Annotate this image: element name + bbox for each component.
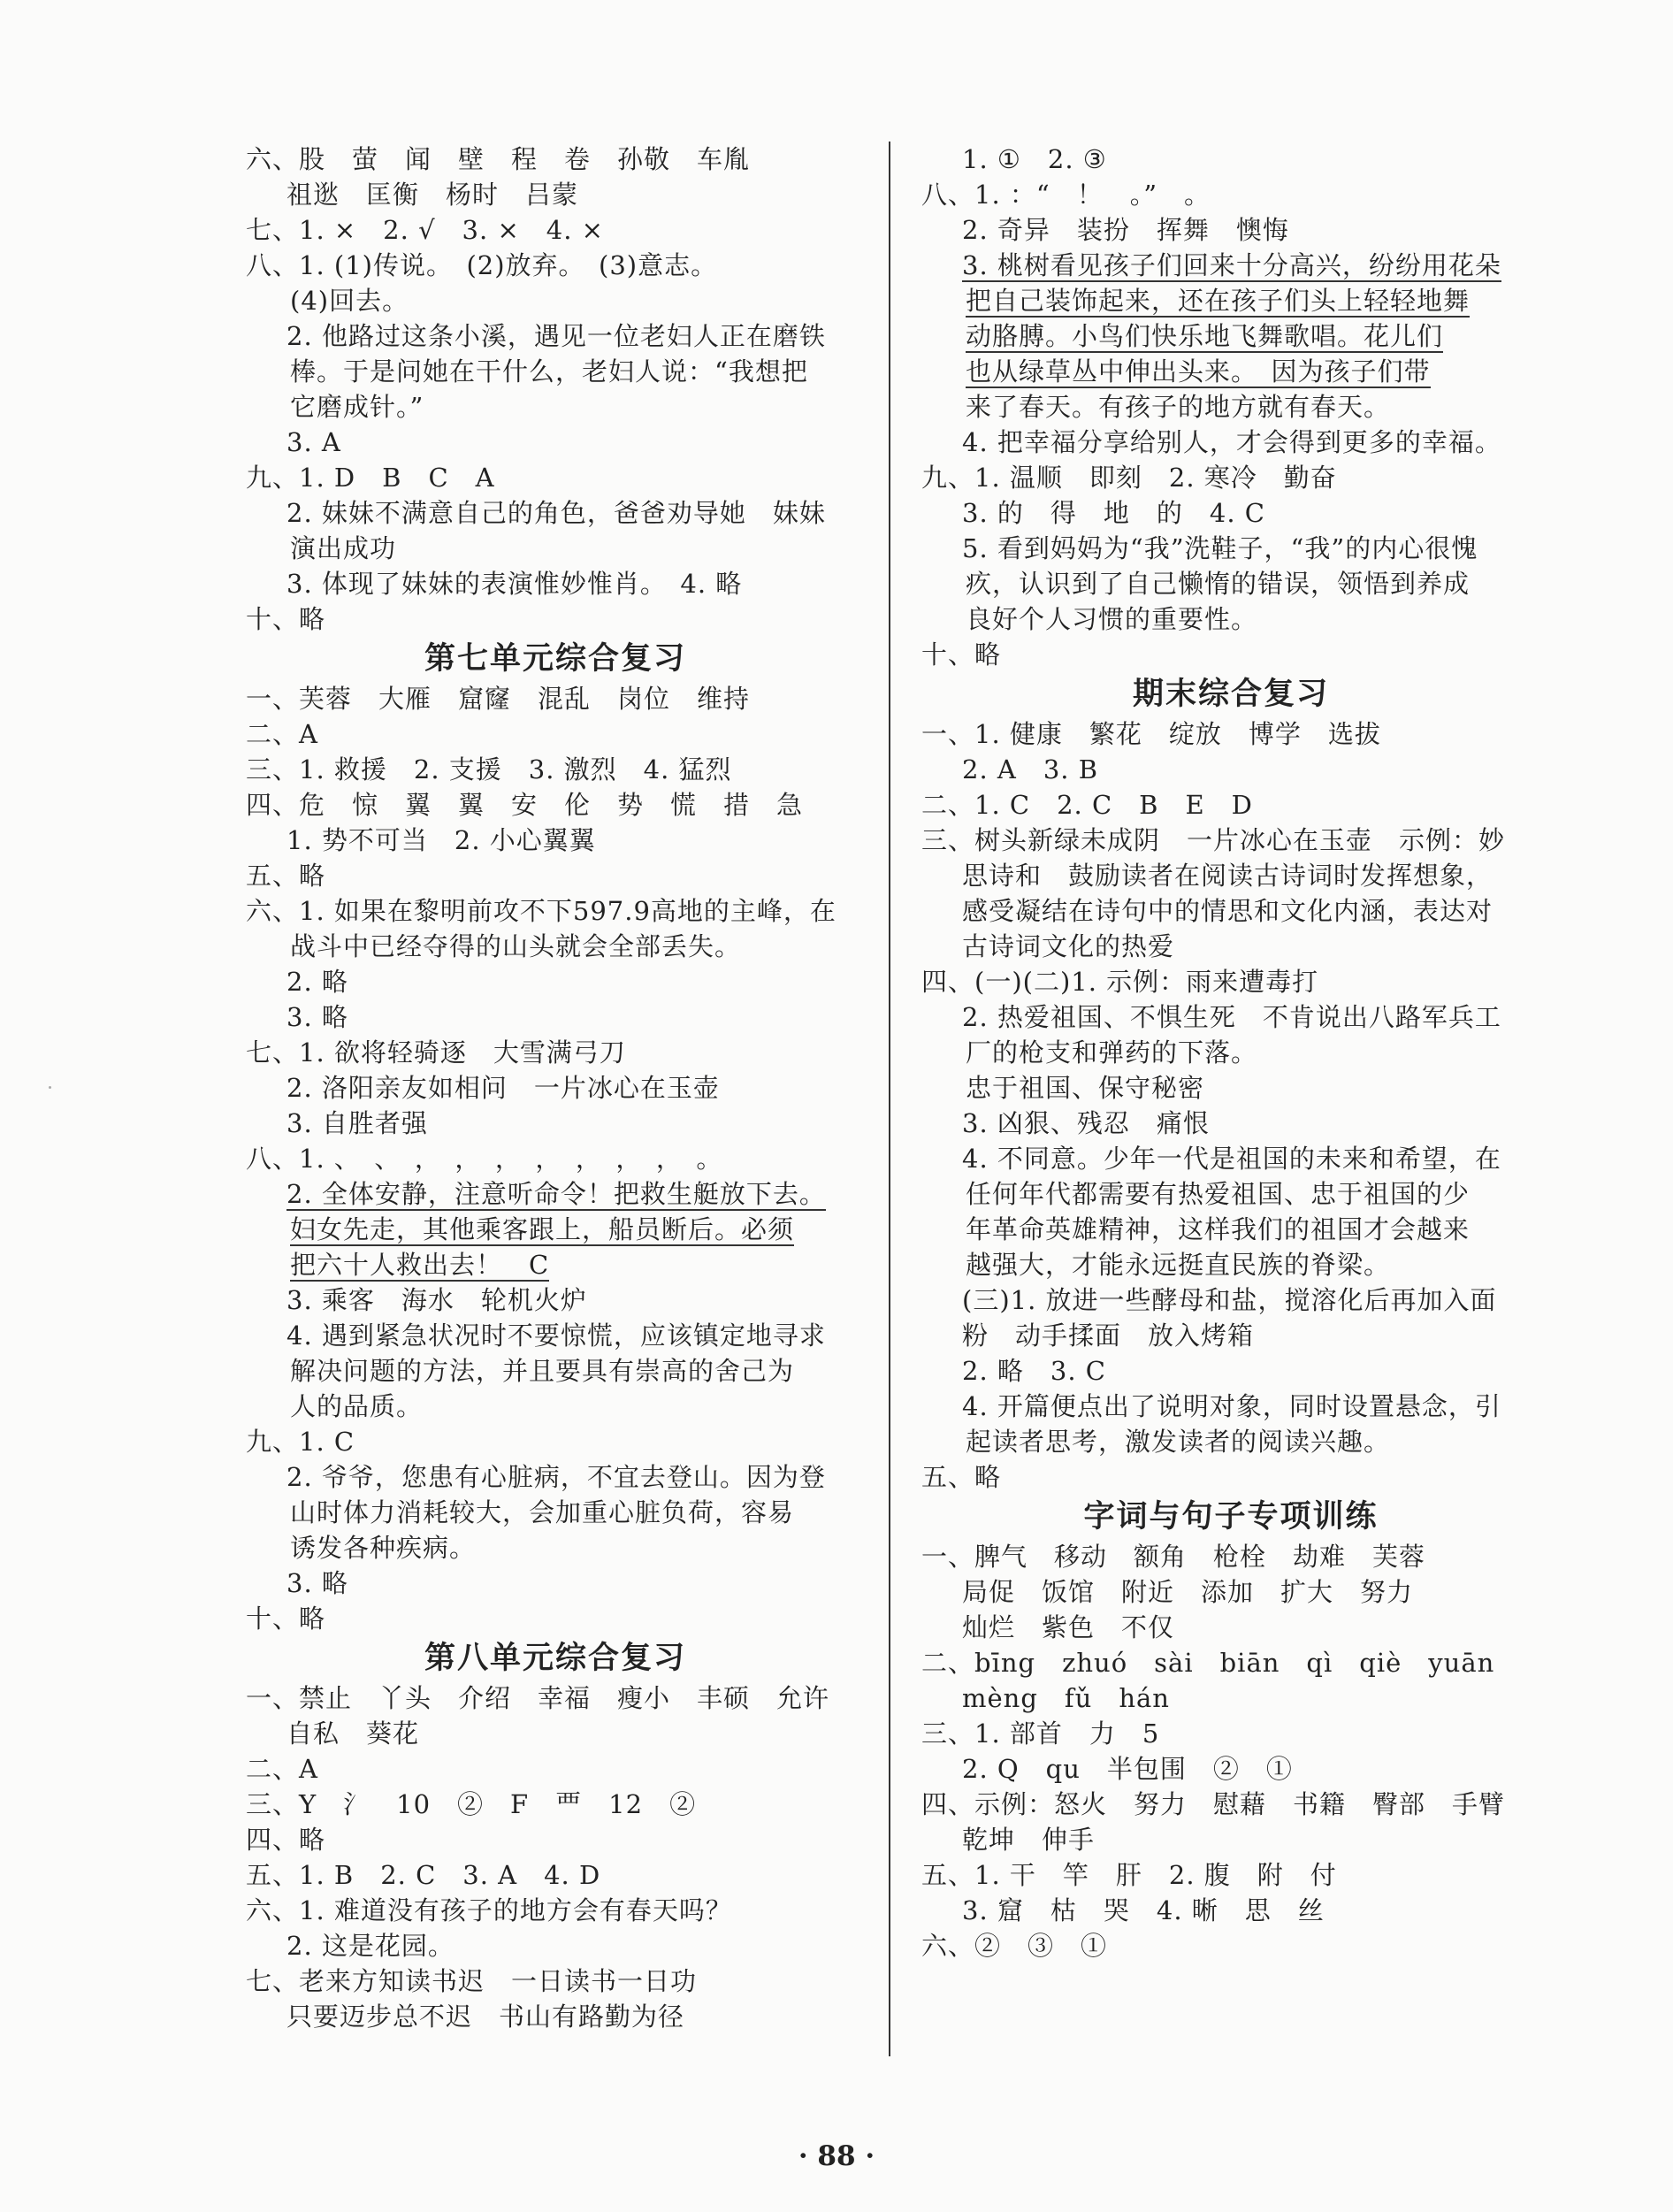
answer-line: 战斗中已经夺得的山头就会全部丢失。 bbox=[290, 931, 742, 961]
answer-line: 七、老来方知读书迟 一日读书一日功 bbox=[246, 1966, 698, 1996]
answer-line: 八、1. (1)传说。 (2)放弃。 (3)意志。 bbox=[246, 250, 718, 280]
answer-line: 六、② ③ ① bbox=[921, 1931, 1108, 1961]
answer-line: 六、1. 难道没有孩子的地方会有春天吗？ bbox=[246, 1895, 732, 1925]
answer-line: 五、1. B 2. C 3. A 4. D bbox=[246, 1860, 601, 1890]
answer-line: 演出成功 bbox=[290, 533, 397, 563]
answer-line: 九、1. C bbox=[246, 1427, 355, 1457]
scan-speck bbox=[49, 1086, 51, 1089]
answer-line: 2. A 3. B bbox=[962, 754, 1099, 785]
answer-line: 2. 热爱祖国、不惧生死 不肯说出八路军兵工 bbox=[962, 1002, 1501, 1032]
answer-line: 局促 饭馆 附近 添加 扩大 努力 bbox=[962, 1577, 1414, 1607]
answer-line: 四、危 惊 翼 翼 安 伦 势 慌 措 急 bbox=[246, 790, 804, 820]
answer-line: 2. Q qu 半包围 ② ① bbox=[962, 1754, 1293, 1784]
answer-line: 二、A bbox=[246, 1754, 318, 1784]
answer-line: 十、略 bbox=[246, 1604, 326, 1634]
answer-line: 八、1. 、 、 ， ， ， ， ， ， ， 。 bbox=[246, 1144, 723, 1174]
answer-line: 3. 体现了妹妹的表演惟妙惟肖。 4. 略 bbox=[286, 569, 743, 599]
answer-line: 良好个人习惯的重要性。 bbox=[966, 604, 1258, 634]
answer-line: 来了春天。有孩子的地方就有春天。 bbox=[966, 392, 1391, 422]
answer-line: 2. 奇异 装扮 挥舞 懊悔 bbox=[962, 215, 1289, 245]
answer-line bbox=[921, 354, 1540, 389]
answer-line bbox=[921, 248, 1540, 283]
answer-line: 四、(一)(二)1. 示例：雨来遭毒打 bbox=[921, 967, 1319, 997]
answer-line: 年革命英雄精神，这样我们的祖国才会越来 bbox=[966, 1214, 1471, 1244]
answer-line bbox=[921, 318, 1540, 354]
right-column bbox=[921, 142, 1540, 1963]
answer-line: 一、芙蓉 大雁 窟窿 混乱 岗位 维持 bbox=[246, 684, 751, 714]
answer-line: 2. 这是花园。 bbox=[286, 1931, 455, 1961]
section-title: 第七单元综合复习 bbox=[424, 641, 686, 677]
answer-line: 四、略 bbox=[246, 1825, 326, 1855]
answer-line bbox=[921, 283, 1540, 318]
answer-line: 思诗和 鼓励读者在阅读古诗词时发挥想象， bbox=[962, 861, 1493, 891]
underlined-answer: 2. 全体安静，注意听命令！把救生艇放下去。 bbox=[286, 1179, 826, 1209]
answer-line: 疚，认识到了自己懒惰的错误，领悟到养成 bbox=[966, 569, 1471, 599]
answer-line: 4. 不同意。少年一代是祖国的未来和希望，在 bbox=[962, 1144, 1501, 1174]
answer-line: 3. 略 bbox=[286, 1568, 348, 1598]
answer-line: 2. 略 3. C bbox=[962, 1356, 1106, 1386]
answer-line: 五、略 bbox=[921, 1462, 1002, 1492]
answer-line: 4. 遇到紧急状况时不要惊慌，应该镇定地寻求 bbox=[286, 1320, 826, 1351]
answer-line: (三)1. 放进一些酵母和盐，搅溶化后再加入面 bbox=[962, 1285, 1497, 1315]
answer-line: 五、1. 干 竿 肝 2. 腹 附 付 bbox=[921, 1860, 1337, 1890]
answer-line: 四、示例：怒火 努力 慰藉 书籍 臀部 手臂 bbox=[921, 1789, 1506, 1819]
section-title: 字词与句子专项训练 bbox=[1083, 1499, 1379, 1535]
column-divider bbox=[889, 142, 890, 2056]
answer-line: 3. 凶狠、残忍 痛恨 bbox=[962, 1108, 1210, 1138]
answer-line: 灿烂 紫色 不仅 bbox=[962, 1612, 1175, 1642]
left-column bbox=[246, 142, 865, 2034]
answer-line bbox=[246, 1212, 865, 1247]
answer-line: 任何年代都需要有热爱祖国、忠于祖国的少 bbox=[966, 1179, 1471, 1209]
answer-line: 二、1. C 2. C B E D bbox=[921, 790, 1253, 820]
answer-line: 它磨成针。” bbox=[290, 392, 424, 422]
answer-line: 古诗词文化的热爱 bbox=[962, 931, 1175, 961]
answer-line: 起读者思考，激发读者的阅读兴趣。 bbox=[966, 1427, 1391, 1457]
answer-line: 4. 开篇便点出了说明对象，同时设置悬念，引 bbox=[962, 1391, 1501, 1421]
answer-line: 粉 动手揉面 放入烤箱 bbox=[962, 1320, 1255, 1351]
answer-line: 祖逖 匡衡 杨时 吕蒙 bbox=[286, 180, 579, 210]
answer-line: 人的品质。 bbox=[290, 1391, 424, 1421]
answer-line: 感受凝结在诗句中的情思和文化内涵，表达对 bbox=[962, 896, 1493, 926]
underlined-answer: 把六十人救出去！ C bbox=[290, 1250, 550, 1280]
answer-line: 忠于祖国、保守秘密 bbox=[966, 1073, 1205, 1103]
answer-line: 只要迈步总不迟 书山有路勤为径 bbox=[286, 2002, 685, 2032]
answer-line: 山时体力消耗较大，会加重心脏负荷，容易 bbox=[290, 1497, 795, 1527]
underlined-answer: 3. 桃树看见孩子们回来十分高兴，纷纷用花朵 bbox=[962, 250, 1501, 280]
answer-line: 三、1. 救援 2. 支援 3. 激烈 4. 猛烈 bbox=[246, 754, 732, 785]
answer-line: 2. 洛阳亲友如相问 一片冰心在玉壶 bbox=[286, 1073, 720, 1103]
answer-line: 七、1. × 2. √ 3. × 4. × bbox=[246, 215, 604, 245]
answer-line: 4. 把幸福分享给别人，才会得到更多的幸福。 bbox=[962, 427, 1501, 457]
answer-line: 2. 爷爷，您患有心脏病，不宜去登山。因为登 bbox=[286, 1462, 826, 1492]
answer-line: 十、略 bbox=[921, 639, 1002, 670]
answer-line: 九、1. D B C A bbox=[246, 463, 495, 493]
answer-line: 3. 的 得 地 的 4. C bbox=[962, 498, 1265, 528]
answer-line: 八、1. ：“ ！ 。” 。 bbox=[921, 180, 1211, 210]
answer-line: 七、1. 欲将轻骑逐 大雪满弓刀 bbox=[246, 1037, 626, 1068]
answer-line: 3. A bbox=[286, 427, 341, 457]
answer-line: 六、1. 如果在黎明前攻不下597.9高地的主峰，在 bbox=[246, 896, 836, 926]
answer-line: 1. 势不可当 2. 小心翼翼 bbox=[286, 825, 596, 855]
answer-line: 三、Y 氵 10 ② F 覀 12 ② bbox=[246, 1789, 697, 1819]
answer-line: 二、A bbox=[246, 719, 318, 749]
answer-line: 2. 他路过这条小溪，遇见一位老妇人正在磨铁 bbox=[286, 321, 826, 351]
answer-line: 棒。于是问她在干什么，老妇人说：“我想把 bbox=[290, 356, 808, 387]
underlined-answer: 动胳膊。小鸟们快乐地飞舞歌唱。花儿们 bbox=[966, 321, 1444, 351]
answer-line: 2. 妹妹不满意自己的角色，爸爸劝导她 妹妹 bbox=[286, 498, 826, 528]
section-title: 期末综合复习 bbox=[1132, 677, 1329, 712]
answer-line: 自私 葵花 bbox=[286, 1718, 420, 1749]
answer-line: 2. 略 bbox=[286, 967, 348, 997]
answer-line: 三、树头新绿未成阴 一片冰心在玉壶 示例：妙 bbox=[921, 825, 1506, 855]
answer-line: 3. 乘客 海水 轮机火炉 bbox=[286, 1285, 587, 1315]
answer-line bbox=[246, 1176, 865, 1212]
answer-line: mèng fǔ hán bbox=[962, 1683, 1170, 1713]
answer-line: 诱发各种疾病。 bbox=[290, 1533, 477, 1563]
answer-line: 一、脾气 移动 额角 枪栓 劫难 芙蓉 bbox=[921, 1542, 1426, 1572]
answer-line: 5. 看到妈妈为“我”洗鞋子，“我”的内心很愧 bbox=[962, 533, 1478, 563]
answer-line: 3. 窟 枯 哭 4. 晰 思 丝 bbox=[962, 1895, 1325, 1925]
answer-line: 越强大，才能永远挺直民族的脊梁。 bbox=[966, 1250, 1391, 1280]
answer-line: 厂的枪支和弹药的下落。 bbox=[966, 1037, 1258, 1068]
answer-line bbox=[246, 1247, 865, 1282]
answer-line: 乾坤 伸手 bbox=[962, 1825, 1096, 1855]
underlined-answer: 把自己装饰起来，还在孩子们头上轻轻地舞 bbox=[966, 286, 1471, 316]
answer-line: 十、略 bbox=[246, 604, 326, 634]
answer-line: 3. 自胜者强 bbox=[286, 1108, 428, 1138]
answer-line: 一、1. 健康 繁花 绽放 博学 选拔 bbox=[921, 719, 1381, 749]
answer-line: (4)回去。 bbox=[290, 286, 409, 316]
answer-line: 3. 略 bbox=[286, 1002, 348, 1032]
underlined-answer: 妇女先走，其他乘客跟上，船员断后。必须 bbox=[290, 1214, 795, 1244]
answer-line: 六、股 萤 闻 壁 程 卷 孙敬 车胤 bbox=[246, 144, 751, 174]
answer-line: 五、略 bbox=[246, 861, 326, 891]
section-title: 第八单元综合复习 bbox=[424, 1641, 686, 1676]
answer-line: 解决问题的方法，并且要具有崇高的舍己为 bbox=[290, 1356, 795, 1386]
answer-line: 一、禁止 丫头 介绍 幸福 瘦小 丰硕 允许 bbox=[246, 1683, 830, 1713]
page-number: · 88 · bbox=[798, 2140, 875, 2172]
underlined-answer: 也从绿草丛中伸出头来。 因为孩子们带 bbox=[966, 356, 1431, 387]
answer-line: 1. ① 2. ③ bbox=[962, 144, 1107, 174]
answer-line: 九、1. 温顺 即刻 2. 寒冷 勤奋 bbox=[921, 463, 1337, 493]
answer-line: 三、1. 部首 力 5 bbox=[921, 1718, 1160, 1749]
answer-line: 二、bīng zhuó sài biān qì qiè yuān bbox=[921, 1648, 1495, 1678]
